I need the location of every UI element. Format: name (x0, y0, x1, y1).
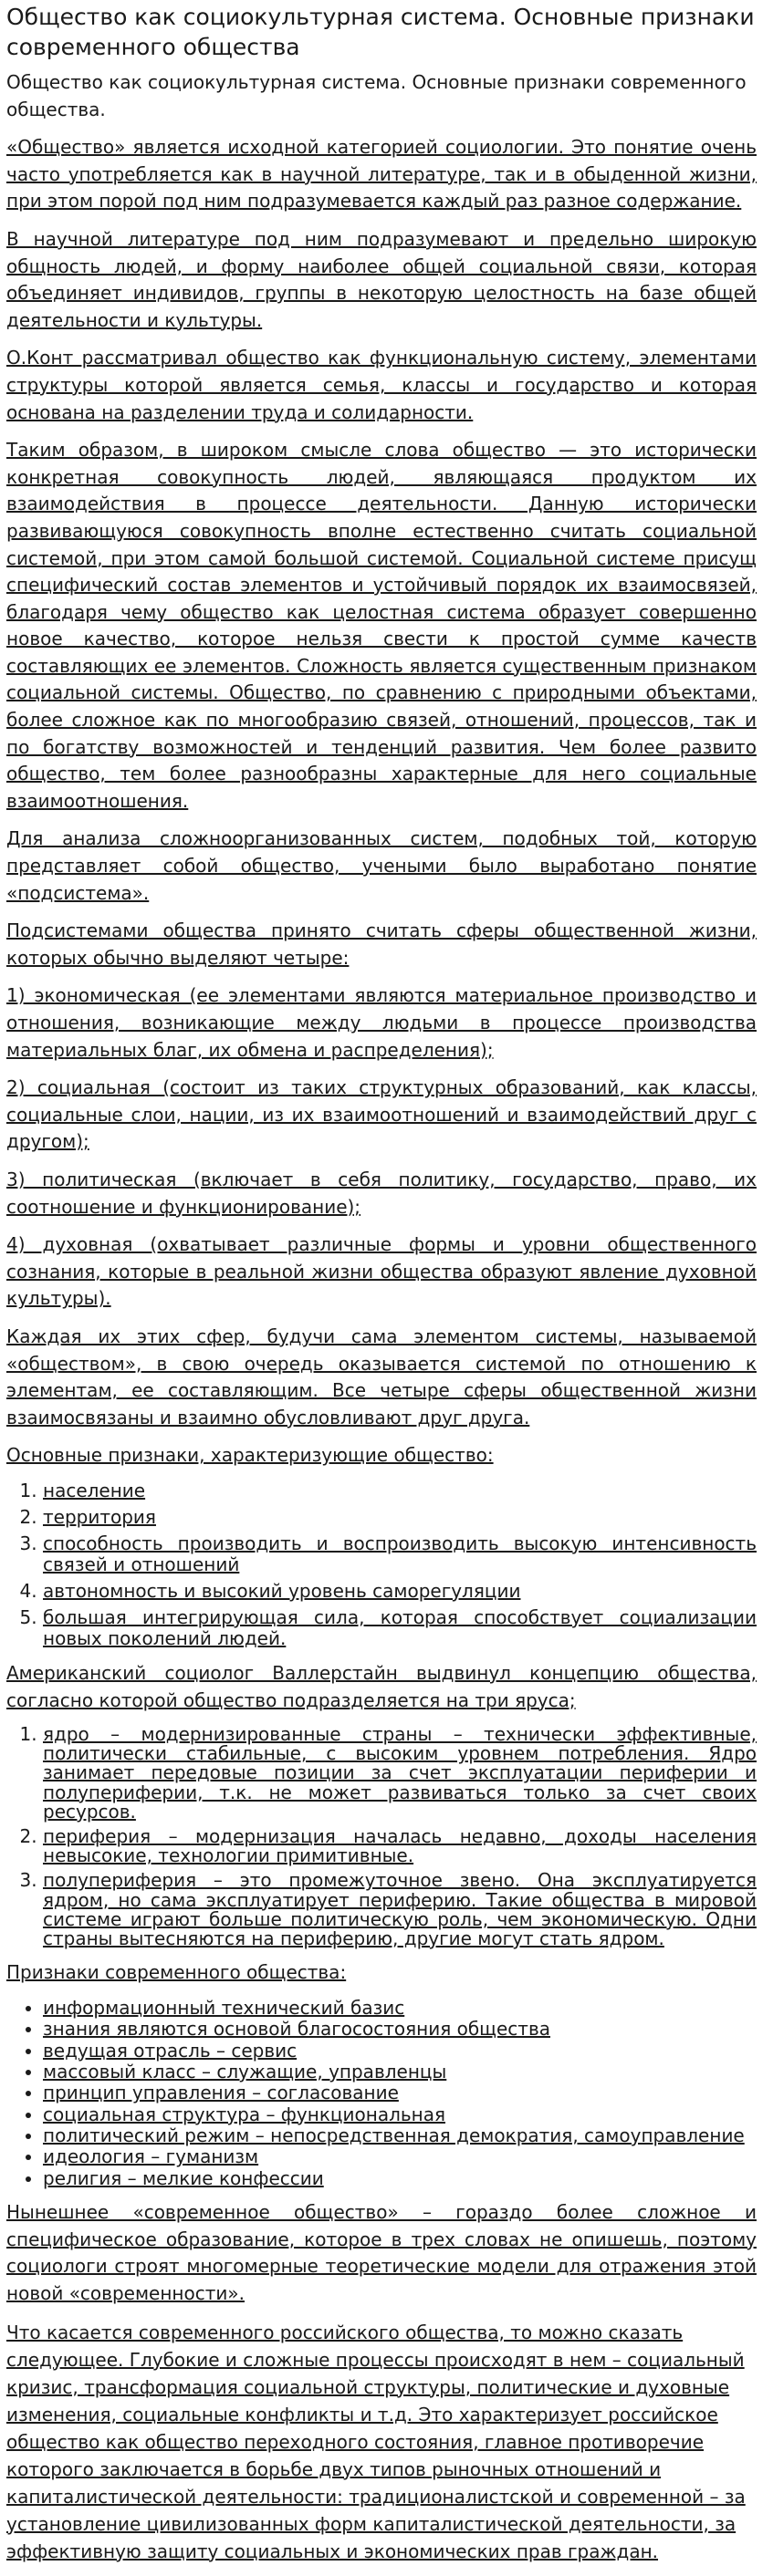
intro-text: Общество как социокультурная система. Основные признаки современного общества. (6, 71, 747, 120)
tiers-list (6, 1725, 757, 1948)
paragraph: «Общество» является исходной категорией социологии. Это понятие очень часто употребляется как в научной литературе, так и в обыденной жизни, при этом порой под ним подразумевается каждый раз разное содержание. (6, 136, 757, 213)
list-item: • принцип управления – согласование (43, 2083, 757, 2103)
paragraph: Что касается современного российского общества, то можно сказать следующее. Глубокие и сложные процессы происходят в нем – социальный кризис, трансформация социальной структуры, политические и духовные изменения, социальные конфликты и т.д. Это характеризует российское общество как общество переходного состояния, главное противоречие которого заключается в борьбе двух типов рыночных отношений и капиталистической деятельности: традиционалистской и современной – за установление цивилизованных форм капиталистической деятельности, за эффективную защиту социальных и экономических прав граждан. (6, 2321, 746, 2562)
page-title: Общество как социокультурная система. Основные признаки современного общества (6, 4, 755, 60)
list-item: • религия – мелкие конфессии (43, 2168, 757, 2188)
list-item: 3. полупериферия – это промежуточное звено. Она эксплуатируется ядром, но сама эксплуатирует периферию. Такие общества в мировой системе играют больше политическую роль, чем экономическую. Одни страны вытесняются на периферию, другие могут стать ядром. (43, 1871, 757, 1948)
list-item: 2. периферия – модернизация началась недавно, доходы населения невысокие, технологии примитивные. (43, 1827, 757, 1865)
paragraph: В научной литературе под ним подразумевают и предельно широкую общность людей, и форму наиболее общей социальной связи, которая объединяет индивидов, группы в некоторую целостность на базе общей деятельности и культуры. (6, 227, 757, 331)
wallerstein-heading: Американский социолог Валлерстайн выдвинул концепцию общества, согласно которой общество подразделяется на три яруса; (6, 1661, 757, 1711)
list-item: • ведущая отрасль – сервис (43, 2041, 757, 2061)
signs-heading: Основные признаки, характеризующие общество: (6, 1444, 494, 1467)
list-item: 1. ядро – модернизированные страны – технически эффективные, политически стабильные, с высоким уровнем потребления. Ядро занимает передовые позиции за счет эксплуатации периферии и полупериферии, т.к. не может развиваться только за счет своих ресурсов. (43, 1725, 757, 1822)
modern-features-list (6, 1998, 757, 2189)
signs-list (6, 1480, 757, 1649)
paragraph: Каждая их этих сфер, будучи сама элементом системы, называемой «обществом», в свою очередь оказывается системой по отношению к элементам, ее составляющим. Все четыре сферы общественной жизни взаимосвязаны и взаимно обусловливают друг друга. (6, 1324, 757, 1428)
list-item: • политический режим – непосредственная демократия, самоуправление (43, 2125, 757, 2145)
list-item: • информационный технический базис (43, 1998, 757, 2018)
subsystem-item: 3) политическая (включает в себя политику, государство, право, их соотношение и функционирование); (6, 1168, 757, 1218)
paragraph: Нынешнее «современное общество» – гораздо более сложное и специфическое образование, которое в трех словах не опишешь, поэтому социологи строят многомерные теоретические модели для отражения этой новой «современности». (6, 2201, 757, 2305)
list-item: 3. способность производить и воспроизводить высокую интенсивность связей и отношений (43, 1533, 757, 1575)
list-item: 1. население (43, 1480, 757, 1501)
subsystem-item: 4) духовная (охватывает различные формы и уровни общественного сознания, которые в реальной жизни общества образуют явление духовной культуры). (6, 1233, 757, 1310)
list-item: • социальная структура – функциональная (43, 2104, 757, 2124)
list-item: 2. территория (43, 1507, 757, 1528)
paragraph: Для анализа сложноорганизованных систем, подобных той, которую представляет собой общество, учеными было выработано понятие «подсистема». (6, 827, 757, 904)
paragraph: Подсистемами общества принято считать сферы общественной жизни, которых обычно выделяют четыре: (6, 919, 757, 969)
list-item: • идеология – гуманизм (43, 2146, 757, 2166)
paragraph: О.Конт рассматривал общество как функциональную систему, элементами структуры которой является семья, классы и государство и которая основана на разделении труда и солидарности. (6, 347, 757, 423)
list-item: 4. автономность и высокий уровень саморегуляции (43, 1581, 757, 1602)
subsystem-item: 2) социальная (состоит из таких структурных образований, как классы, социальные слои, нации, из их взаимоотношений и взаимодействий друг с другом); (6, 1076, 757, 1153)
modern-heading: Признаки современного общества: (6, 1961, 347, 1984)
list-item: 5. большая интегрирующая сила, которая способствует социализации новых поколений людей. (43, 1607, 757, 1649)
list-item: • массовый класс – служащие, управленцы (43, 2062, 757, 2082)
paragraph: Таким образом, в широком смысле слова общество — это исторически конкретная совокупность людей, являющаяся продуктом их взаимодействия в процессе деятельности. Данную исторически развивающуюся совокупность вполне естественно считать социальной системой, при этом самой большой системой. Социальной системе присущ специфический состав элементов и устойчивый порядок их взаимосвязей, благодаря чему общество как целостная система образует совершенно новое качество, которое нельзя свести к простой сумме качеств составляющих ее элементов. Сложность является существенным признаком социальной системы. Общество, по сравнению с природными объектами, более сложное как по многообразию связей, отношений, процессов, так и по богатству возможностей и тенденций развития. Чем более развито общество, тем более разнообразны характерные для него социальные взаимоотношения. (6, 439, 757, 812)
list-item: • знания являются основой благосостояния общества (43, 2019, 757, 2039)
subsystem-item: 1) экономическая (ее элементами являются материальное производство и отношения, возникающие между людьми в процессе производства материальных благ, их обмена и распределения); (6, 984, 757, 1061)
